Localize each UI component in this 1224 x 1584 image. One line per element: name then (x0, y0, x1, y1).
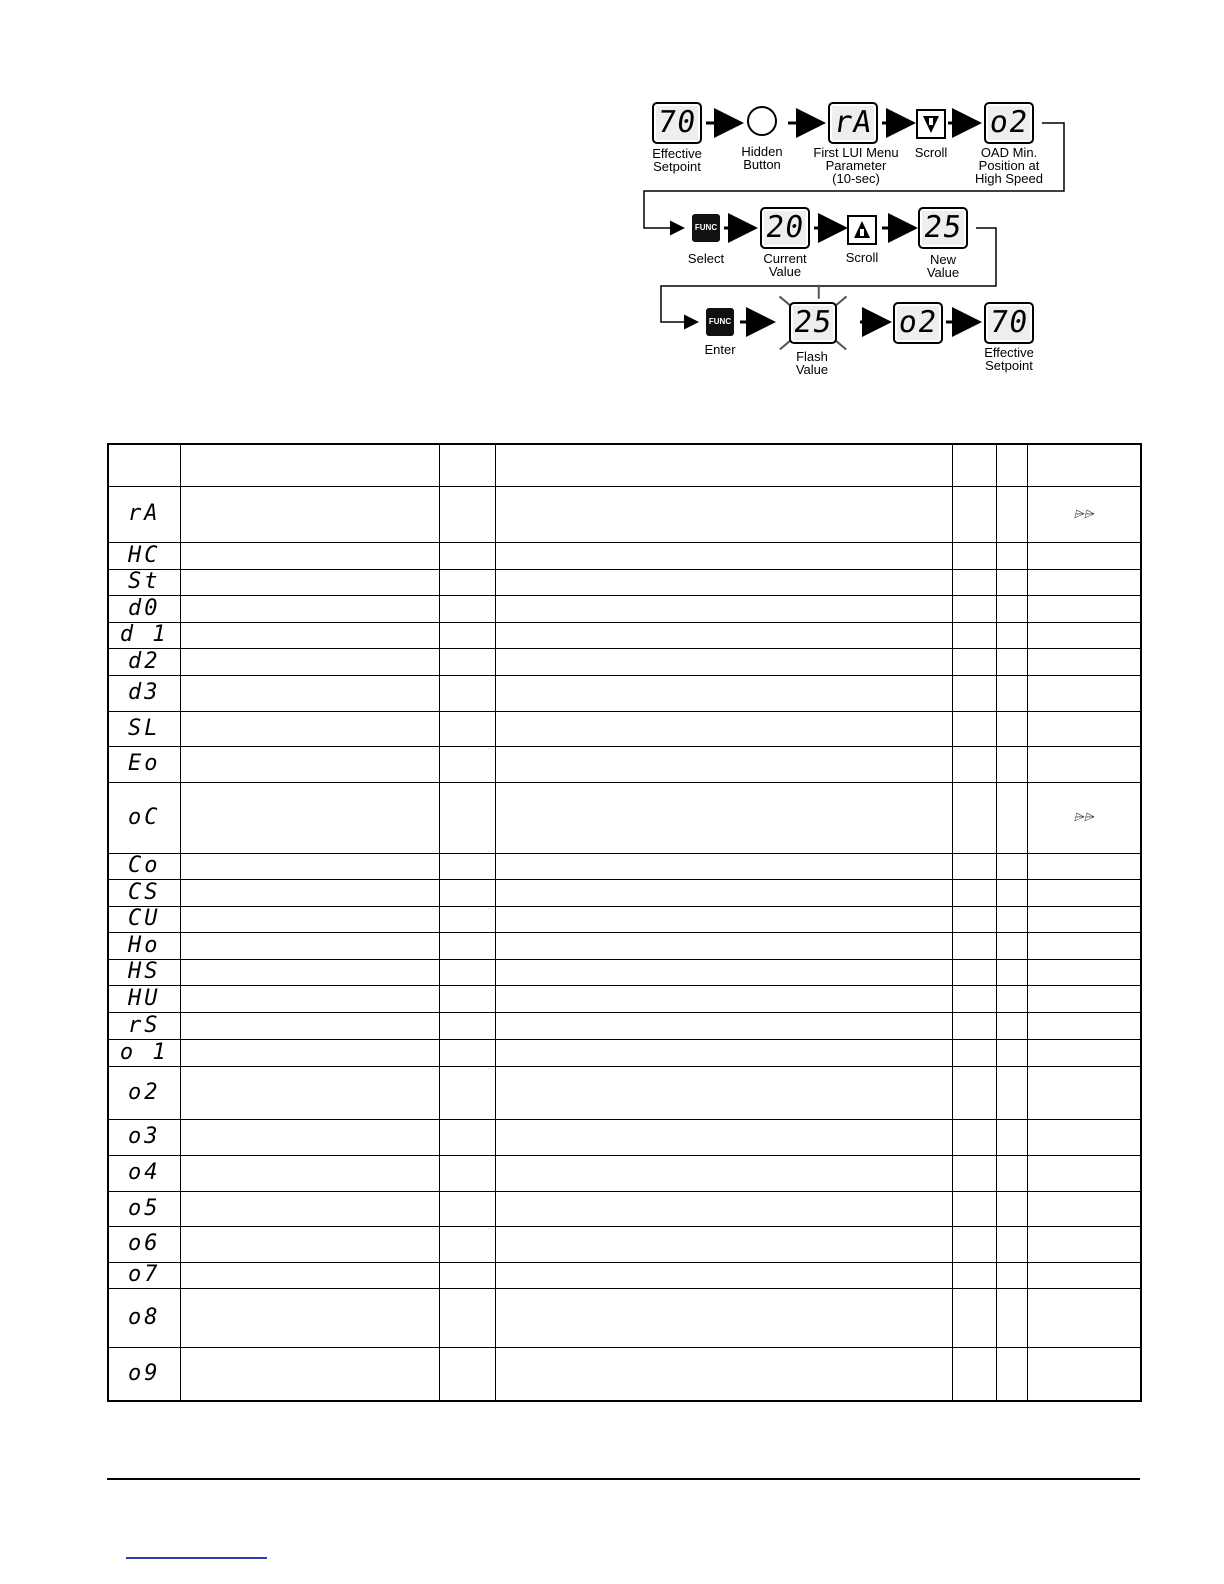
parameter-code-cell (108, 853, 180, 879)
footer-rule (107, 1478, 1140, 1480)
parameter-code-cell (108, 879, 180, 906)
table-row (108, 1347, 1141, 1401)
table-cell (952, 486, 996, 542)
effective-setpoint-value: 70 (655, 105, 699, 140)
table-cell (495, 1191, 952, 1226)
indicator-cell (1027, 486, 1141, 542)
flow-arrows (0, 0, 1224, 400)
oad-position-display (984, 102, 1034, 144)
parameter-edit-flow-diagram (0, 0, 1224, 400)
final-setpoint-display (984, 302, 1034, 344)
table-cell (996, 1288, 1027, 1347)
table-cell (439, 746, 495, 782)
table-cell (180, 711, 439, 746)
indicator-cell (1027, 1191, 1141, 1226)
parameter-code-cell (108, 959, 180, 985)
table-cell (495, 1119, 952, 1155)
hidden-button-icon (747, 106, 777, 136)
parameter-code: o5 (128, 1195, 161, 1221)
parameter-code: o3 (128, 1124, 161, 1149)
table-cell (996, 595, 1027, 622)
table-cell (495, 486, 952, 542)
table-row (108, 595, 1141, 622)
table-cell (996, 879, 1027, 906)
parameter-code: o 1 (119, 1039, 169, 1065)
table-row (108, 853, 1141, 879)
first-parameter-display (828, 102, 878, 144)
table-cell (996, 1039, 1027, 1066)
table-cell (952, 542, 996, 569)
parameter-code: o6 (128, 1231, 161, 1256)
indicator-cell (1027, 569, 1141, 595)
table-cell (439, 595, 495, 622)
table-row (108, 906, 1141, 932)
effective-setpoint-label: Effective Setpoint (652, 146, 702, 174)
indicator-cell (1027, 595, 1141, 622)
indicator-cell (1027, 853, 1141, 879)
indicator-cell (1027, 711, 1141, 746)
table-cell (952, 569, 996, 595)
select-label: Select (687, 251, 725, 266)
parameter-code-cell (108, 1288, 180, 1347)
table-cell (180, 1155, 439, 1191)
func-select-icon: FUNC (692, 214, 720, 242)
parameter-code-cell (108, 675, 180, 711)
header-cell (1027, 444, 1141, 486)
parameter-code: o4 (128, 1160, 161, 1185)
oad-position-label: OAD Min. Position at High Speed (975, 145, 1043, 186)
parameter-code-cell (108, 648, 180, 675)
table-cell (996, 1191, 1027, 1226)
table-cell (180, 1288, 439, 1347)
flash-value-number: 25 (791, 305, 835, 340)
parameter-code: Co (128, 853, 161, 878)
table-cell (495, 675, 952, 711)
hidden-button-label: Hidden Button (741, 144, 783, 172)
parameter-code-cell (108, 782, 180, 853)
header-cell (495, 444, 952, 486)
table-cell (439, 906, 495, 932)
table-cell (996, 486, 1027, 542)
parameter-code: rS (128, 1012, 161, 1038)
table-cell (996, 1155, 1027, 1191)
parameter-code: d2 (128, 648, 161, 674)
indicator-cell (1027, 1226, 1141, 1262)
new-value-label: New Value (926, 252, 960, 280)
table-cell (952, 1012, 996, 1039)
table-row (108, 1288, 1141, 1347)
table-cell (996, 1262, 1027, 1288)
parameter-code: rA (128, 501, 161, 526)
table-cell (495, 1039, 952, 1066)
header-cell (952, 444, 996, 486)
parameter-code-cell (108, 486, 180, 542)
indicator-cell (1027, 1155, 1141, 1191)
parameter-code: HU (128, 985, 161, 1011)
table-cell (952, 1119, 996, 1155)
parameter-code: oC (128, 804, 161, 830)
final-setpoint-value: 70 (987, 305, 1031, 340)
table-cell (495, 746, 952, 782)
scroll-down-icon (916, 109, 946, 139)
indicator-cell (1027, 959, 1141, 985)
table-cell (439, 1066, 495, 1119)
parameter-code-cell (108, 1262, 180, 1288)
table-cell (952, 1191, 996, 1226)
table-cell (439, 569, 495, 595)
indicator-cell (1027, 1012, 1141, 1039)
table-row (108, 1012, 1141, 1039)
parameter-code-cell (108, 1155, 180, 1191)
table-cell (996, 1066, 1027, 1119)
table-row (108, 1262, 1141, 1288)
parameter-table (107, 443, 1142, 1402)
first-parameter-label: First LUI Menu Parameter (10-sec) (813, 145, 899, 186)
scroll-up-icon (847, 215, 877, 245)
table-cell (180, 542, 439, 569)
table-cell (495, 879, 952, 906)
table-cell (439, 1119, 495, 1155)
return-parameter-value: o2 (896, 305, 940, 340)
table-cell (439, 1288, 495, 1347)
parameter-code-cell (108, 1039, 180, 1066)
table-cell (495, 1012, 952, 1039)
table-cell (495, 711, 952, 746)
table-cell (996, 1226, 1027, 1262)
table-cell (495, 853, 952, 879)
table-cell (180, 648, 439, 675)
parameter-code: o8 (128, 1304, 161, 1330)
table-cell (495, 1288, 952, 1347)
table-row (108, 959, 1141, 985)
parameter-code: CU (128, 906, 161, 931)
table-cell (996, 932, 1027, 959)
parameter-code: d 1 (119, 622, 169, 647)
header-cell (996, 444, 1027, 486)
parameter-code-cell (108, 1066, 180, 1119)
table-cell (495, 622, 952, 648)
table-cell (952, 675, 996, 711)
table-cell (439, 853, 495, 879)
parameter-code: d0 (128, 595, 161, 621)
scroll-up-label: Scroll (845, 250, 879, 265)
table-cell (439, 486, 495, 542)
table-cell (439, 622, 495, 648)
table-cell (180, 1347, 439, 1401)
table-cell (495, 959, 952, 985)
table-cell (439, 1191, 495, 1226)
table-cell (952, 622, 996, 648)
table-cell (439, 985, 495, 1012)
parameter-code-cell (108, 542, 180, 569)
table-cell (952, 906, 996, 932)
table-cell (996, 622, 1027, 648)
table-cell (952, 1262, 996, 1288)
table-cell (439, 675, 495, 711)
table-row (108, 648, 1141, 675)
table-cell (439, 542, 495, 569)
table-row (108, 932, 1141, 959)
table-row (108, 1039, 1141, 1066)
effective-setpoint-display (652, 102, 702, 144)
indicator-cell (1027, 542, 1141, 569)
parameter-code-cell (108, 1347, 180, 1401)
table-cell (495, 648, 952, 675)
table-cell (180, 985, 439, 1012)
table-cell (439, 782, 495, 853)
indicator-cell (1027, 746, 1141, 782)
table-cell (952, 879, 996, 906)
new-value-display (918, 207, 968, 249)
footer-link-underline[interactable] (126, 1557, 267, 1559)
table-row (108, 1226, 1141, 1262)
first-parameter-value: rA (831, 105, 875, 140)
table-row (108, 1191, 1141, 1226)
table-cell (952, 1039, 996, 1066)
table-cell (495, 1347, 952, 1401)
table-cell (180, 1226, 439, 1262)
table-cell (439, 711, 495, 746)
indicator-cell (1027, 782, 1141, 853)
table-cell (952, 1066, 996, 1119)
indicator-cell (1027, 622, 1141, 648)
parameter-code-cell (108, 622, 180, 648)
current-value-number: 20 (763, 210, 807, 245)
table-cell (996, 1119, 1027, 1155)
table-header-row (108, 444, 1141, 486)
table-cell (180, 906, 439, 932)
table-cell (495, 595, 952, 622)
table-cell (439, 879, 495, 906)
parameter-code-cell (108, 1119, 180, 1155)
parameter-code: o7 (128, 1262, 161, 1287)
flash-ray-icon (818, 285, 820, 299)
table-cell (180, 746, 439, 782)
table-row (108, 675, 1141, 711)
indicator-mark: ⌲⌲ (1073, 810, 1094, 825)
indicator-mark: ⌲⌲ (1073, 506, 1094, 522)
parameter-code-cell (108, 906, 180, 932)
parameter-code: CS (128, 879, 161, 905)
table-cell (180, 486, 439, 542)
indicator-cell (1027, 675, 1141, 711)
table-cell (180, 1039, 439, 1066)
table-cell (952, 985, 996, 1012)
table-cell (495, 1262, 952, 1288)
indicator-cell (1027, 879, 1141, 906)
table-cell (180, 932, 439, 959)
table-cell (439, 1226, 495, 1262)
table-cell (996, 1012, 1027, 1039)
table-cell (996, 711, 1027, 746)
table-cell (996, 853, 1027, 879)
table-cell (495, 1066, 952, 1119)
table-row (108, 486, 1141, 542)
indicator-cell (1027, 1288, 1141, 1347)
parameter-code-cell (108, 1191, 180, 1226)
parameter-code-cell (108, 932, 180, 959)
table-cell (495, 1155, 952, 1191)
table-cell (996, 959, 1027, 985)
table-cell (996, 746, 1027, 782)
current-value-label: Current Value (763, 251, 807, 279)
indicator-cell (1027, 906, 1141, 932)
flash-value-display (789, 302, 837, 344)
table-cell (439, 1039, 495, 1066)
table-row (108, 1119, 1141, 1155)
oad-position-value: o2 (987, 105, 1031, 140)
table-row (108, 746, 1141, 782)
table-cell (952, 595, 996, 622)
table-cell (495, 906, 952, 932)
table-cell (996, 569, 1027, 595)
table-row (108, 1066, 1141, 1119)
table-cell (180, 959, 439, 985)
table-row (108, 782, 1141, 853)
table-row (108, 569, 1141, 595)
table-cell (996, 985, 1027, 1012)
parameter-code-cell (108, 595, 180, 622)
table-cell (996, 906, 1027, 932)
table-cell (952, 959, 996, 985)
parameter-code: St (128, 569, 161, 594)
header-cell (180, 444, 439, 486)
table-cell (439, 932, 495, 959)
current-value-display (760, 207, 810, 249)
table-cell (439, 648, 495, 675)
parameter-code: o2 (128, 1079, 161, 1105)
table-cell (495, 1226, 952, 1262)
table-cell (952, 711, 996, 746)
table-row (108, 1155, 1141, 1191)
parameter-code: Eo (128, 751, 161, 776)
table-cell (952, 1347, 996, 1401)
table-cell (996, 675, 1027, 711)
table-cell (180, 595, 439, 622)
table-cell (952, 1226, 996, 1262)
flash-value-label: Flash Value (795, 349, 829, 377)
table-cell (952, 932, 996, 959)
table-cell (180, 675, 439, 711)
table-cell (495, 542, 952, 569)
parameter-code: HC (128, 542, 161, 568)
parameter-code: Ho (128, 932, 161, 958)
final-setpoint-label: Effective Setpoint (984, 345, 1034, 373)
parameter-code: SL (128, 715, 161, 741)
parameter-code: o9 (128, 1360, 161, 1386)
func-enter-icon: FUNC (706, 308, 734, 336)
enter-label: Enter (704, 342, 736, 357)
table-cell (439, 1155, 495, 1191)
parameter-code-cell (108, 1012, 180, 1039)
parameter-table-body (108, 486, 1141, 1401)
indicator-cell (1027, 985, 1141, 1012)
table-cell (952, 1288, 996, 1347)
indicator-cell (1027, 1039, 1141, 1066)
parameter-code-cell (108, 746, 180, 782)
parameter-code-cell (108, 1226, 180, 1262)
table-cell (952, 648, 996, 675)
table-cell (952, 746, 996, 782)
table-cell (495, 985, 952, 1012)
table-cell (495, 569, 952, 595)
table-cell (439, 1012, 495, 1039)
table-cell (180, 1066, 439, 1119)
table-cell (180, 1012, 439, 1039)
table-row (108, 542, 1141, 569)
parameter-code: HS (128, 959, 161, 984)
table-cell (439, 1347, 495, 1401)
parameter-code-cell (108, 711, 180, 746)
table-cell (180, 1262, 439, 1288)
parameter-code-cell (108, 569, 180, 595)
table-row (108, 711, 1141, 746)
table-cell (180, 1191, 439, 1226)
table-cell (180, 569, 439, 595)
header-cell (439, 444, 495, 486)
table-cell (439, 959, 495, 985)
table-cell (996, 1347, 1027, 1401)
table-cell (952, 853, 996, 879)
table-cell (952, 1155, 996, 1191)
header-cell (108, 444, 180, 486)
scroll-down-label: Scroll (914, 145, 948, 160)
return-parameter-display (893, 302, 943, 344)
table-cell (952, 782, 996, 853)
table-cell (180, 782, 439, 853)
table-cell (996, 782, 1027, 853)
table-cell (495, 782, 952, 853)
table-cell (996, 648, 1027, 675)
table-cell (495, 932, 952, 959)
table-row (108, 985, 1141, 1012)
table-cell (180, 1119, 439, 1155)
table-cell (996, 542, 1027, 569)
table-row (108, 879, 1141, 906)
indicator-cell (1027, 1119, 1141, 1155)
indicator-cell (1027, 1262, 1141, 1288)
table-cell (180, 853, 439, 879)
table-row (108, 622, 1141, 648)
indicator-cell (1027, 932, 1141, 959)
indicator-cell (1027, 648, 1141, 675)
parameter-code-cell (108, 985, 180, 1012)
table-cell (439, 1262, 495, 1288)
parameter-code: d3 (128, 680, 161, 705)
indicator-cell (1027, 1347, 1141, 1401)
table-cell (180, 879, 439, 906)
table-cell (180, 622, 439, 648)
indicator-cell (1027, 1066, 1141, 1119)
new-value-number: 25 (921, 210, 965, 245)
